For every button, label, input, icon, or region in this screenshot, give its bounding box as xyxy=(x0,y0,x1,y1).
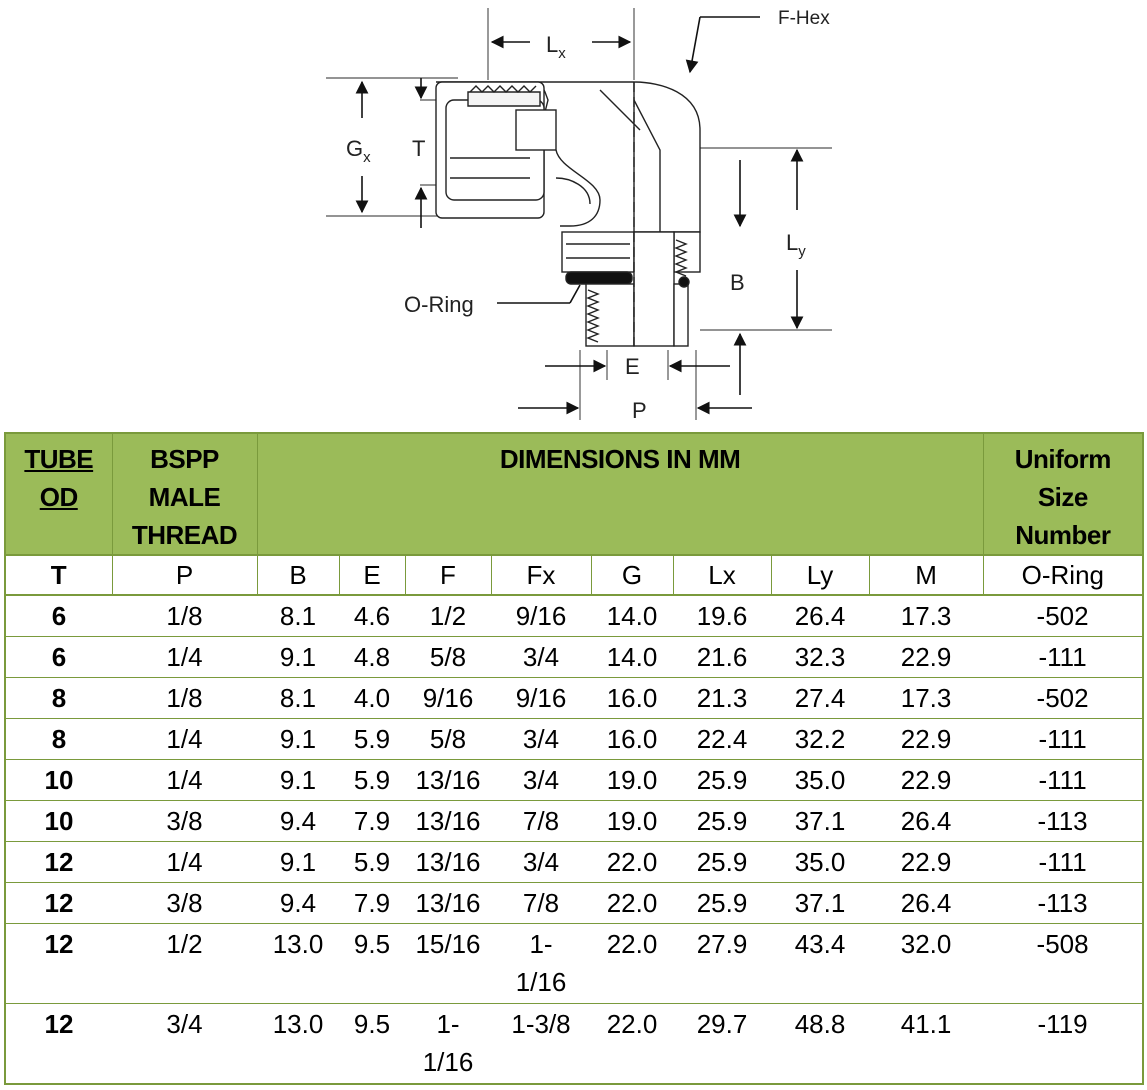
column-header: P xyxy=(112,555,257,595)
table-cell: 7.9 xyxy=(339,801,405,842)
table-cell: 12 xyxy=(5,924,112,1004)
label-gx: $G_x$ xyxy=(346,136,371,166)
column-header: E xyxy=(339,555,405,595)
label-p: P xyxy=(632,398,647,423)
table-cell: 22.9 xyxy=(869,637,983,678)
column-header: Ly xyxy=(771,555,869,595)
table-cell: 19.0 xyxy=(591,801,673,842)
table-row xyxy=(5,1004,1143,1085)
table-cell: 13.0 xyxy=(257,1004,339,1085)
header-uniform-size-number: Uniform Size Number xyxy=(983,433,1143,555)
header-bspp-male-thread: BSPP MALE THREAD xyxy=(112,433,257,555)
table-cell: 9/16 xyxy=(405,678,491,719)
label-o-ring: O-Ring xyxy=(404,292,474,317)
table-cell: 9.1 xyxy=(257,842,339,883)
table-row xyxy=(5,801,1143,842)
label-b: B xyxy=(730,270,745,295)
table-cell: 13/16 xyxy=(405,842,491,883)
table-cell: 22.0 xyxy=(591,924,673,1004)
table-cell: 9.5 xyxy=(339,1004,405,1085)
extension-lines xyxy=(326,8,832,420)
table-cell: 1/8 xyxy=(112,678,257,719)
table-cell: 3/4 xyxy=(491,842,591,883)
column-header: Fx xyxy=(491,555,591,595)
table-cell: 17.3 xyxy=(869,595,983,637)
table-cell: 10 xyxy=(5,801,112,842)
table-cell: 5.9 xyxy=(339,760,405,801)
column-header: Lx xyxy=(673,555,771,595)
table-cell: 21.6 xyxy=(673,637,771,678)
table-row xyxy=(5,883,1143,924)
table-cell: 22.4 xyxy=(673,719,771,760)
table-cell: 17.3 xyxy=(869,678,983,719)
table-cell: 5.9 xyxy=(339,842,405,883)
elbow-fitting-diagram xyxy=(0,0,1147,432)
table-cell: 22.0 xyxy=(591,842,673,883)
table-cell: 25.9 xyxy=(673,842,771,883)
table-cell: 19.0 xyxy=(591,760,673,801)
fitting-drawing xyxy=(0,0,1147,432)
table-cell: 1- 1/16 xyxy=(491,924,591,1004)
header-tube-od: TUBE OD xyxy=(5,433,112,555)
table-cell: 16.0 xyxy=(591,719,673,760)
table-cell: 6 xyxy=(5,595,112,637)
table-cell: 7.9 xyxy=(339,883,405,924)
table-cell: 27.9 xyxy=(673,924,771,1004)
table-cell: 37.1 xyxy=(771,883,869,924)
table-cell: 22.9 xyxy=(869,719,983,760)
column-header: F xyxy=(405,555,491,595)
dimension-arrows xyxy=(362,17,797,408)
table-cell: 22.0 xyxy=(591,883,673,924)
table-cell: 3/8 xyxy=(112,883,257,924)
column-header: T xyxy=(5,555,112,595)
table-row xyxy=(5,924,1143,1004)
table-cell: 4.8 xyxy=(339,637,405,678)
table-cell: 7/8 xyxy=(491,883,591,924)
table-cell: 9.4 xyxy=(257,801,339,842)
table-cell: 7/8 xyxy=(491,801,591,842)
table-row xyxy=(5,678,1143,719)
column-header-row xyxy=(5,555,1143,595)
table-cell: 15/16 xyxy=(405,924,491,1004)
table-cell: 26.4 xyxy=(771,595,869,637)
table-cell: -111 xyxy=(983,842,1143,883)
table-cell: 35.0 xyxy=(771,842,869,883)
table-cell: 1/4 xyxy=(112,719,257,760)
table-cell: 1-3/8 xyxy=(491,1004,591,1085)
column-header: M xyxy=(869,555,983,595)
table-cell: 13/16 xyxy=(405,883,491,924)
table-cell: 32.0 xyxy=(869,924,983,1004)
table-cell: 19.6 xyxy=(673,595,771,637)
table-cell: 13/16 xyxy=(405,760,491,801)
table-cell: 32.3 xyxy=(771,637,869,678)
table-cell: 1/4 xyxy=(112,760,257,801)
table-cell: 1/4 xyxy=(112,637,257,678)
table-cell: 1/2 xyxy=(112,924,257,1004)
table-row xyxy=(5,842,1143,883)
column-header: B xyxy=(257,555,339,595)
table-cell: 14.0 xyxy=(591,637,673,678)
table-cell: 13.0 xyxy=(257,924,339,1004)
table-cell: 22.9 xyxy=(869,842,983,883)
table-cell: 9/16 xyxy=(491,595,591,637)
table-cell: 3/4 xyxy=(491,719,591,760)
table-cell: 1/8 xyxy=(112,595,257,637)
label-e: E xyxy=(625,354,640,379)
table-cell: 22.0 xyxy=(591,1004,673,1085)
label-f-hex: F-Hex xyxy=(778,8,830,29)
table-row xyxy=(5,637,1143,678)
table-cell: 26.4 xyxy=(869,883,983,924)
table-cell: 32.2 xyxy=(771,719,869,760)
table-row xyxy=(5,719,1143,760)
table-cell: 3/4 xyxy=(491,637,591,678)
table-cell: -502 xyxy=(983,678,1143,719)
table-cell: 4.0 xyxy=(339,678,405,719)
table-cell: 8 xyxy=(5,719,112,760)
table-cell: 29.7 xyxy=(673,1004,771,1085)
table-cell: 3/8 xyxy=(112,801,257,842)
table-cell: 8 xyxy=(5,678,112,719)
table-cell: -508 xyxy=(983,924,1143,1004)
table-cell: 48.8 xyxy=(771,1004,869,1085)
table-cell: 3/4 xyxy=(112,1004,257,1085)
dimensions-table xyxy=(4,432,1144,1085)
table-cell: 22.9 xyxy=(869,760,983,801)
table-cell: 4.6 xyxy=(339,595,405,637)
table-cell: 43.4 xyxy=(771,924,869,1004)
table-cell: 35.0 xyxy=(771,760,869,801)
table-cell: 41.1 xyxy=(869,1004,983,1085)
table-cell: 9.1 xyxy=(257,637,339,678)
table-cell: 21.3 xyxy=(673,678,771,719)
table-cell: 5.9 xyxy=(339,719,405,760)
table-cell: -113 xyxy=(983,801,1143,842)
table-cell: 27.4 xyxy=(771,678,869,719)
table-cell: 25.9 xyxy=(673,760,771,801)
table-cell: 10 xyxy=(5,760,112,801)
table-cell: 3/4 xyxy=(491,760,591,801)
table-cell: 25.9 xyxy=(673,883,771,924)
table-cell: 25.9 xyxy=(673,801,771,842)
table-cell: 9.4 xyxy=(257,883,339,924)
table-cell: 8.1 xyxy=(257,595,339,637)
table-cell: 12 xyxy=(5,842,112,883)
column-header: G xyxy=(591,555,673,595)
table-cell: 9/16 xyxy=(491,678,591,719)
table-cell: 13/16 xyxy=(405,801,491,842)
table-cell: 12 xyxy=(5,883,112,924)
label-ly: $L_y$ xyxy=(786,230,806,260)
label-t: T xyxy=(412,136,426,161)
table-cell: 9.1 xyxy=(257,760,339,801)
header-dimensions: DIMENSIONS IN MM xyxy=(257,433,983,555)
table-cell: -111 xyxy=(983,760,1143,801)
table-cell: 8.1 xyxy=(257,678,339,719)
table-row xyxy=(5,595,1143,637)
column-header: O-Ring xyxy=(983,555,1143,595)
table-cell: 12 xyxy=(5,1004,112,1085)
table-row xyxy=(5,760,1143,801)
table-cell: 9.5 xyxy=(339,924,405,1004)
table-cell: 37.1 xyxy=(771,801,869,842)
table-cell: 5/8 xyxy=(405,719,491,760)
table-cell: -111 xyxy=(983,637,1143,678)
label-lx: $L_x$ xyxy=(546,32,566,62)
table-cell: 14.0 xyxy=(591,595,673,637)
table-cell: 1- 1/16 xyxy=(405,1004,491,1085)
table-cell: 26.4 xyxy=(869,801,983,842)
fitting-body xyxy=(436,82,700,346)
table-cell: 9.1 xyxy=(257,719,339,760)
table-body xyxy=(5,595,1143,1084)
table-cell: 5/8 xyxy=(405,637,491,678)
table-cell: -113 xyxy=(983,883,1143,924)
table-cell: -111 xyxy=(983,719,1143,760)
table-header-row xyxy=(5,433,1143,555)
table-cell: 1/4 xyxy=(112,842,257,883)
table-cell: 16.0 xyxy=(591,678,673,719)
table-cell: 1/2 xyxy=(405,595,491,637)
table-cell: -119 xyxy=(983,1004,1143,1085)
table-cell: 6 xyxy=(5,637,112,678)
table-cell: -502 xyxy=(983,595,1143,637)
